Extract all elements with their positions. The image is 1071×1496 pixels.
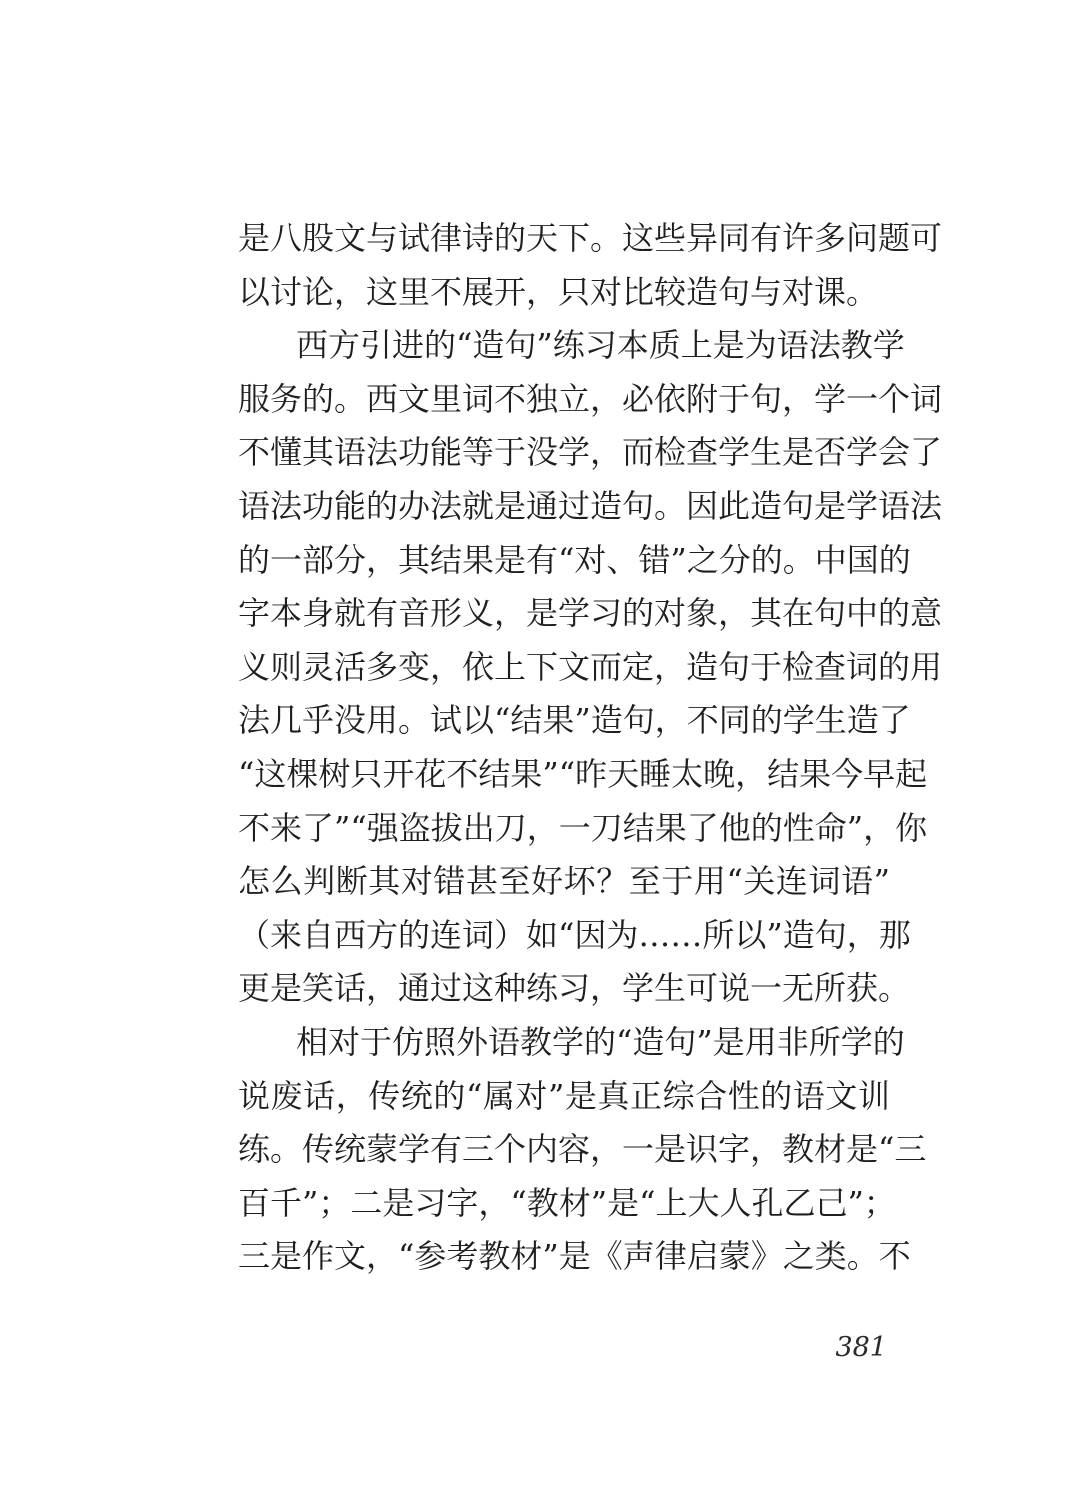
text-line: 百千”；二是习字，“教材”是“上大人孔乙己”；	[238, 1183, 896, 1222]
text-line: 不懂其语法功能等于没学，而检查学生是否学会了	[238, 433, 943, 472]
text-line: 义则灵活多变，依上下文而定，造句于检查词的用	[238, 647, 943, 686]
text-line: 西方引进的“造句”练习本质上是为语法教学	[296, 326, 905, 365]
text-line: 说废话，传统的“属对”是真正综合性的语文训	[238, 1076, 890, 1115]
text-line: （来自西方的连词）如“因为……所以”造句，那	[238, 915, 911, 954]
text-line: 三是作文，“参考教材”是《声律启蒙》之类。不	[238, 1237, 911, 1276]
text-line: 练。传统蒙学有三个内容，一是识字，教材是“三	[238, 1130, 927, 1169]
page-number: 381	[835, 1332, 887, 1363]
text-line: 的一部分，其结果是有“对、错”之分的。中国的	[238, 540, 911, 579]
text-line: 不来了”“强盗拔出刀，一刀结果了他的性命”，你	[238, 808, 928, 847]
text-line: 以讨论，这里不展开，只对比较造句与对课。	[238, 272, 879, 311]
text-line: 更是笑话，通过这种练习，学生可说一无所获。	[238, 969, 911, 1008]
text-line: 怎么判断其对错甚至好坏？至于用“关连词语”	[238, 862, 890, 901]
text-line: 语法功能的办法就是通过造句。因此造句是学语法	[238, 486, 943, 525]
text-line: 相对于仿照外语教学的“造句”是用非所学的	[296, 1022, 905, 1061]
text-line: “这棵树只开花不结果”“昨天睡太晚，结果今早起	[238, 754, 928, 793]
text-line: 字本身就有音形义，是学习的对象，其在句中的意	[238, 594, 943, 633]
text-line: 服务的。西文里词不独立，必依附于句，学一个词	[238, 379, 943, 418]
text-line: 是八股文与试律诗的天下。这些异同有许多问题可	[238, 219, 943, 257]
text-line: 法几乎没用。试以“结果”造句，不同的学生造了	[238, 701, 911, 740]
body-text	[238, 212, 943, 1284]
